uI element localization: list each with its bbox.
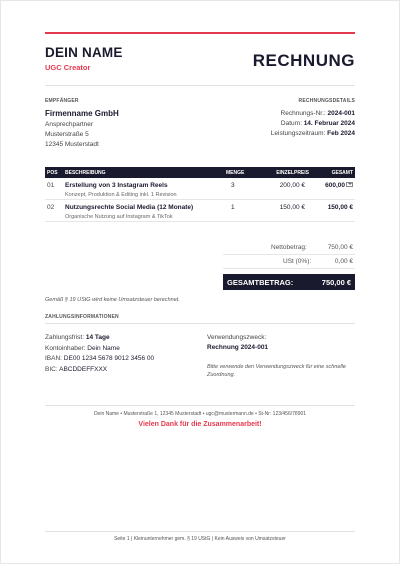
row-title: Nutzungsrechte Social Media (12 Monate) [65, 204, 194, 211]
row-quantity: 3 [231, 182, 235, 189]
row-pos: 01 [47, 182, 55, 189]
invoice-details-block [271, 98, 355, 137]
thanks-message: Vielen Dank für die Zusammenarbeit! [138, 421, 262, 428]
totals-block [223, 241, 355, 290]
payment-term-row [45, 334, 154, 341]
row-unit-price: 150,00 € [279, 204, 305, 211]
bottom-note: Seite 1 | Kleinunternehmer gem. § 19 UStG | Kein Ausweis von Umsatzsteuer [114, 536, 286, 542]
invoice-number-label: Rechnungs-Nr.: [280, 110, 326, 117]
payment-details [45, 334, 154, 376]
net-amount-label: Nettobetrag: [271, 244, 307, 251]
payment-term: 14 Tage [85, 334, 110, 341]
table-row [45, 200, 355, 222]
recipient-street: Musterstraße 5 [45, 131, 89, 138]
recipient-contact: Ansprechpartner [45, 121, 94, 128]
payment-divider [45, 323, 355, 324]
document-title: RECHNUNG [252, 51, 355, 70]
footer-divider [45, 405, 355, 406]
service-period: Feb 2024 [327, 130, 355, 137]
net-amount-row [223, 241, 355, 255]
invoice-date-row [271, 120, 355, 127]
invoice-number: 2024-001 [327, 110, 355, 117]
row-total-cell[interactable] [325, 182, 353, 189]
sender-role: UGC Creator [45, 63, 91, 72]
top-accent-rule [45, 32, 355, 34]
vat-amount: 0,00 € [334, 258, 353, 265]
vat-label: USt (0%): [283, 258, 312, 265]
iban-row [45, 355, 154, 362]
account-holder-label: Kontoinhaber: [45, 344, 86, 352]
header-quantity: MENGE [226, 170, 245, 176]
service-period-row [271, 130, 355, 137]
invoice-date: 14. Februar 2024 [303, 120, 355, 127]
row-total: 150,00 € [327, 204, 353, 211]
bic-value: ABCDDEFFXXX [59, 365, 108, 373]
payment-reference [207, 334, 359, 379]
header-total: GESAMT [331, 170, 353, 176]
iban-label: IBAN: [45, 355, 62, 362]
bic-row [45, 366, 154, 373]
recipient-label: EMPFÄNGER [45, 98, 79, 104]
net-amount: 750,00 € [327, 244, 353, 251]
row-unit-price: 200,00 € [279, 182, 305, 189]
row-subtitle: Konzept, Produktion & Editing inkl. 1 Revision [65, 192, 177, 198]
invoice-date-label: Datum: [280, 120, 302, 127]
service-period-label: Leistungszeitraum: [270, 130, 326, 137]
bic-label: BIC: [45, 365, 58, 373]
row-total: 600,00 [325, 182, 345, 189]
row-quantity: 1 [231, 204, 235, 211]
table-header [45, 167, 355, 178]
row-pos: 02 [47, 204, 55, 211]
recipient-block [45, 98, 119, 148]
row-title: Erstellung von 3 Instagram Reels [65, 182, 168, 189]
sender-name: DEIN NAME [45, 45, 123, 60]
payment-term-label: Zahlungsfrist: [45, 334, 85, 341]
iban-value: DE00 1234 5678 9012 3456 00 [63, 355, 155, 362]
purpose-value: Rechnung 2024-001 [207, 344, 269, 351]
grand-total-label: GESAMTBETRAG: [227, 278, 294, 287]
footer-contact: Dein Name • Musterstraße 1, 12345 Musterstadt • ugc@mustermann.de • St-Nr: 123/456/78901 [93, 411, 307, 417]
purpose-hint: Bitte verwende den Verwendungszweck für eine schnelle Zuordnung. [207, 364, 346, 378]
invoice-number-row [271, 110, 355, 117]
chevron-down-icon[interactable] [346, 182, 353, 187]
header-description: BESCHREIBUNG [65, 170, 106, 176]
header-unit-price: EINZELPREIS [276, 170, 309, 176]
details-label: RECHNUNGSDETAILS [298, 98, 355, 104]
row-subtitle: Organische Nutzung auf Instagram & TikTok [65, 214, 173, 220]
tax-note: Gemäß § 19 UStG wird keine Umsatzsteuer berechnet. [45, 297, 180, 303]
account-holder: Dein Name [87, 344, 120, 352]
account-holder-row [45, 345, 154, 352]
line-items-table [45, 167, 355, 222]
purpose-label: Verwendungszweck: [207, 334, 267, 341]
recipient-company: Firmenname GmbH [45, 109, 119, 118]
grand-total-bar [223, 274, 355, 290]
bottom-divider [45, 531, 355, 532]
table-row [45, 178, 355, 200]
recipient-city: 12345 Musterstadt [45, 141, 99, 148]
payment-label: ZAHLUNGSINFORMATIONEN [45, 314, 119, 320]
header-divider [45, 85, 355, 86]
vat-row [223, 255, 355, 269]
grand-total: 750,00 € [321, 278, 351, 287]
header-pos: POS [47, 170, 58, 176]
